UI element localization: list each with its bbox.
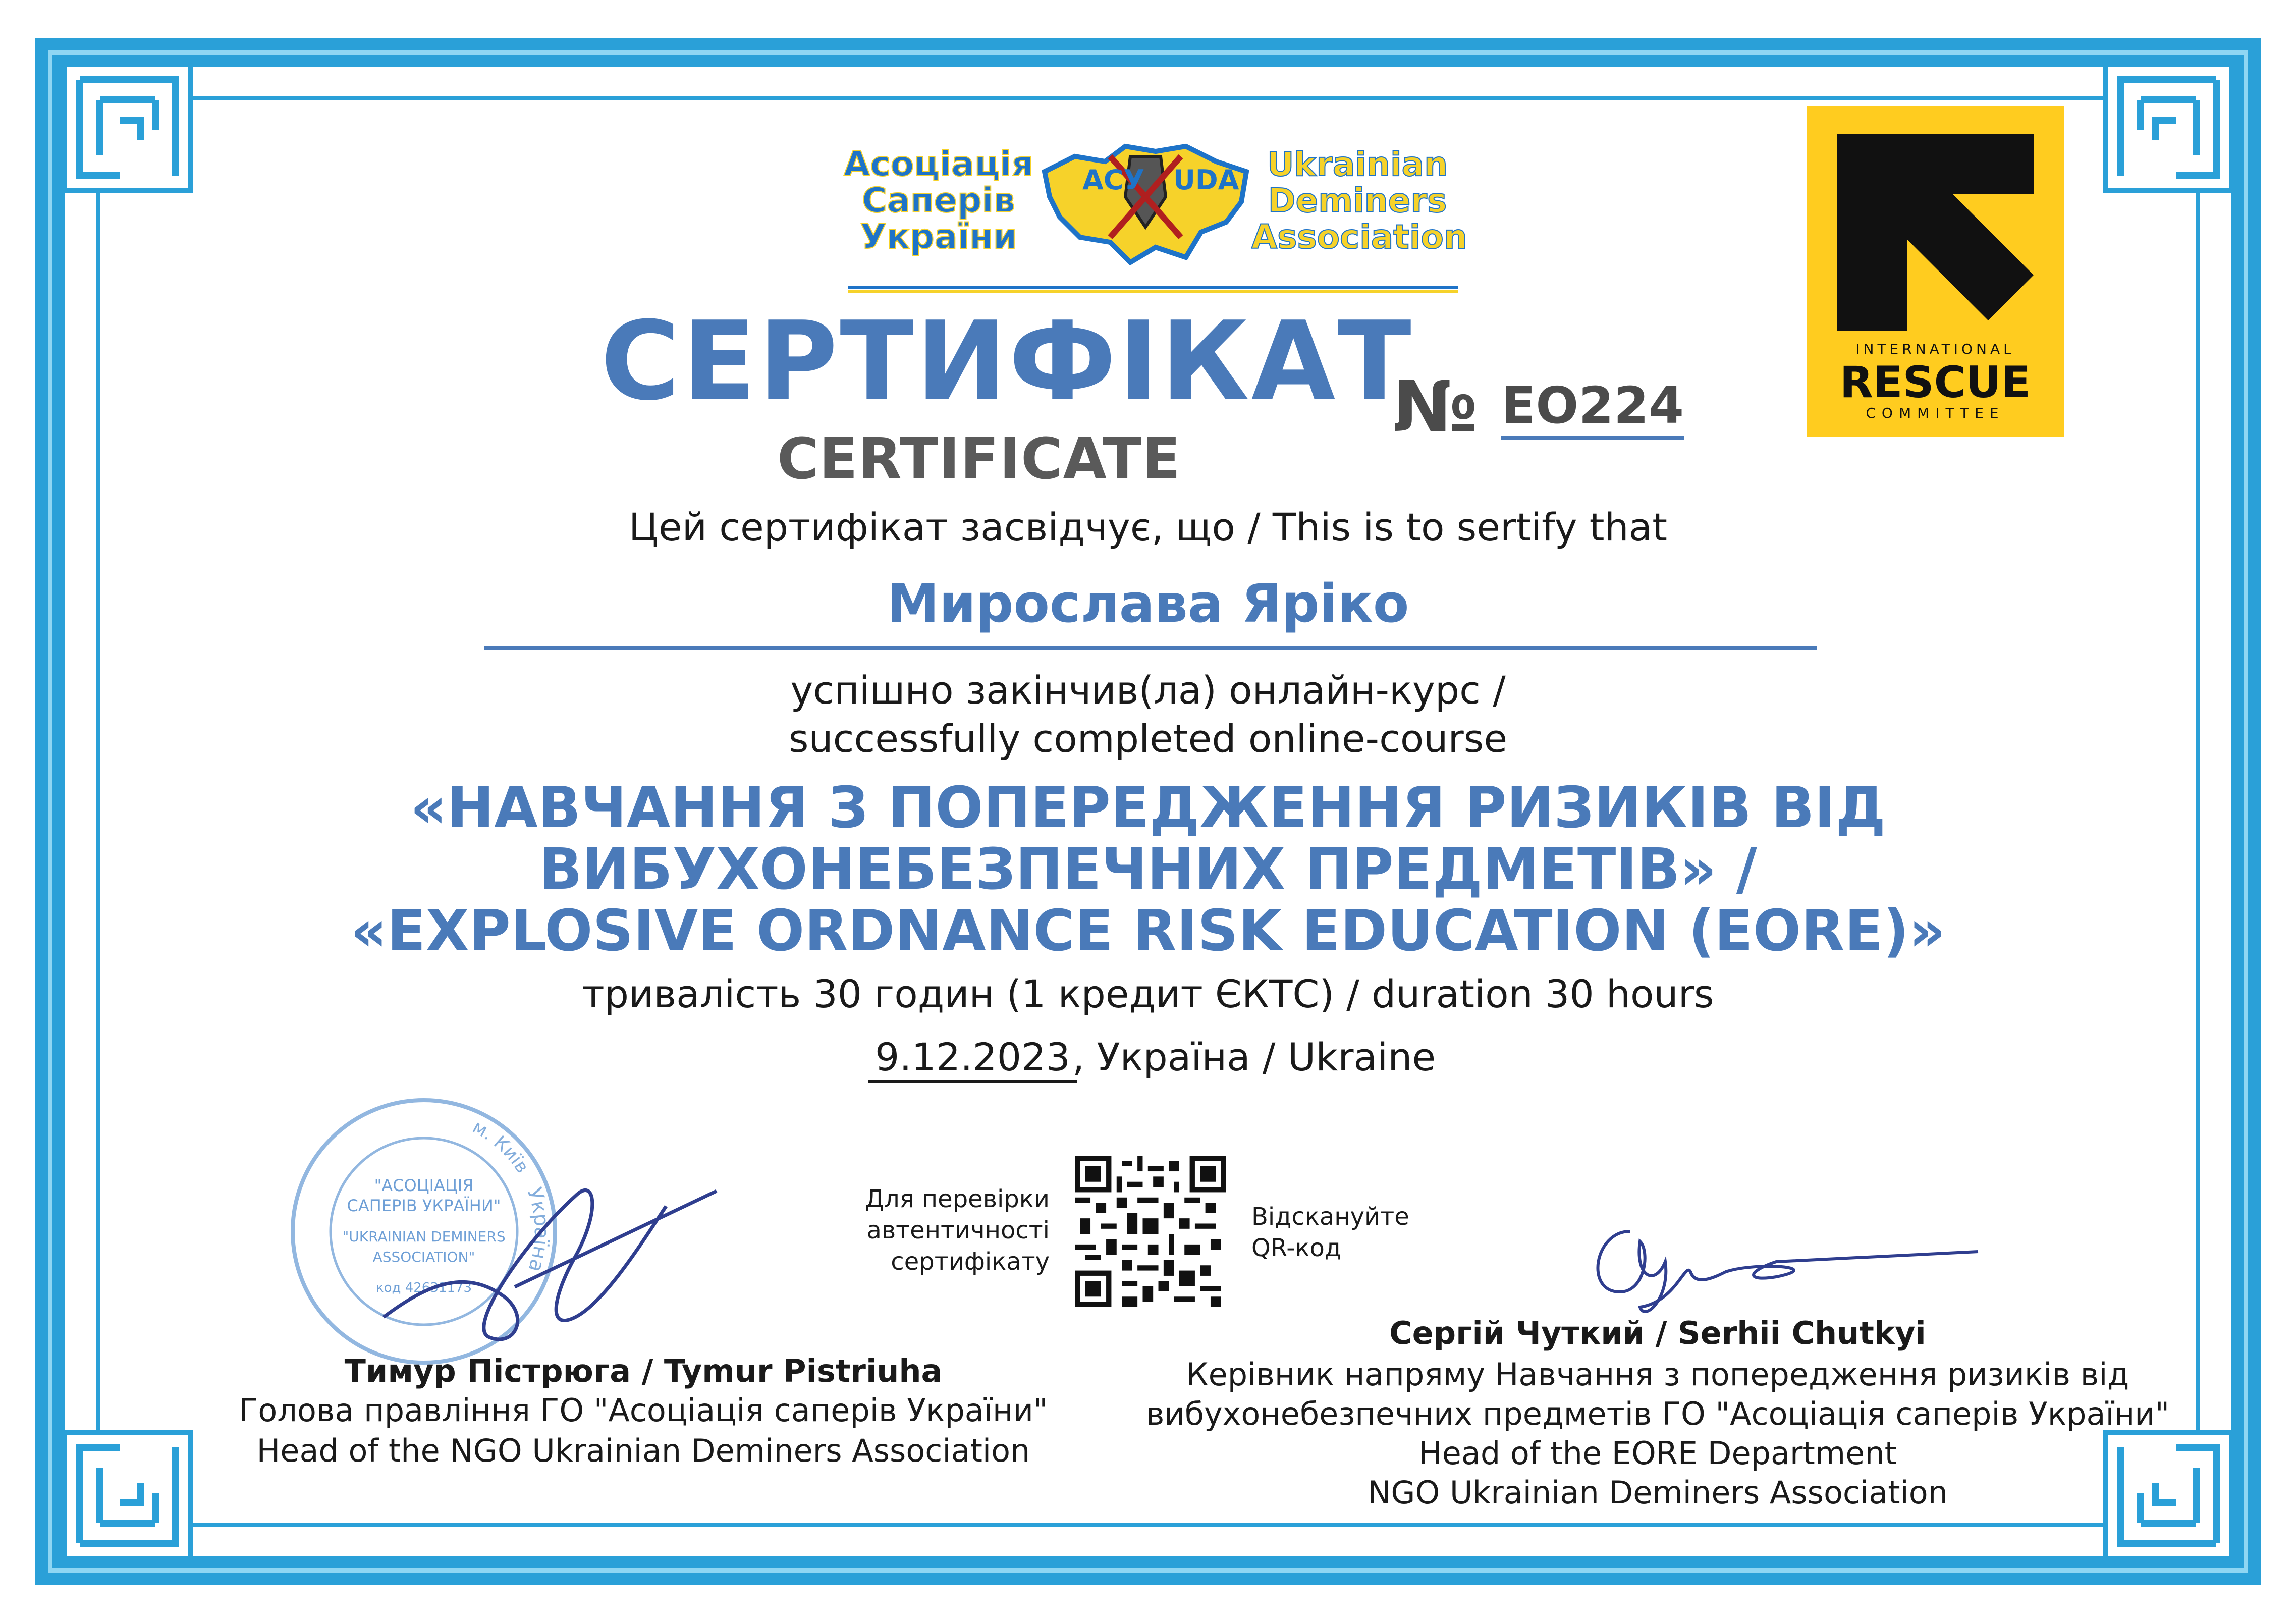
recipient-underline — [484, 646, 1817, 650]
logo-underline-blue — [848, 286, 1458, 289]
duration-text: тривалість 30 годин (1 кредит ЄКТС) / duration 30 hours — [582, 971, 1714, 1016]
certificate-title-en: CERTIFICATE — [777, 426, 1181, 492]
irc-line1: INTERNATIONAL — [1855, 341, 2015, 357]
signer-right-name: Сергій Чуткий / Serhii Chutkyi — [1389, 1315, 1926, 1351]
completed-uk: успішно закінчив(ла) онлайн-курс / — [790, 668, 1506, 713]
association-logo — [838, 126, 1467, 298]
svg-text:САПЕРІВ УКРАЇНИ": САПЕРІВ УКРАЇНИ" — [347, 1196, 501, 1215]
signer-left-name: Тимур Пістрюга / Tymur Pistriuha — [344, 1352, 943, 1389]
completed-text — [0, 666, 2296, 763]
irc-line2: RESCUE — [1839, 357, 2031, 408]
course-line-1: «НАВЧАННЯ З ПОПЕРЕДЖЕННЯ РИЗИКІВ ВІД — [410, 775, 1886, 841]
logo-text-english: Ukrainian Deminers Association — [1251, 145, 1467, 256]
verification-qr-code[interactable] — [1075, 1156, 1226, 1307]
issue-place: , Україна / Ukraine — [1072, 1035, 1436, 1079]
svg-text:м. Київ: м. Київ — [469, 1116, 533, 1177]
certificate-number: EO224 — [1501, 376, 1684, 440]
qr-caption-right: Відскануйте QR-код — [1251, 1203, 1409, 1262]
svg-text:ASSOCIATION": ASSOCIATION" — [372, 1249, 475, 1265]
signer-right-role: Керівник напряму Навчання з попередження ризиків від вибухонебезпечних предметів ГО "Асоціація саперів України" Head of the EORE Department NGO Ukrainian Deminers Association — [1145, 1356, 2170, 1511]
qr-caption-left: Для перевірки автентичності сертифікату — [865, 1185, 1050, 1276]
svg-text:АСУ: АСУ — [1082, 164, 1145, 196]
signature-left — [363, 1135, 747, 1373]
svg-text:"АСОЦІАЦІЯ: "АСОЦІАЦІЯ — [374, 1176, 474, 1195]
corner-ornament-top-left — [60, 60, 196, 196]
course-line-3: «EXPLOSIVE ORDNANCE RISK EDUCATION (EORE)» — [350, 898, 1946, 964]
corner-ornament-top-right — [2100, 60, 2236, 196]
course-title — [0, 777, 2296, 962]
svg-text:Україна: Україна — [522, 1184, 554, 1275]
completed-en: successfully completed online-course — [788, 716, 1508, 761]
svg-text:код 42631173: код 42631173 — [375, 1280, 472, 1295]
svg-text:"UKRAINIAN DEMINERS: "UKRAINIAN DEMINERS — [342, 1228, 506, 1245]
issue-date: 9.12.2023 — [868, 1035, 1077, 1083]
number-label: № — [1393, 366, 1478, 448]
recipient-name: Мирослава Яріко — [887, 573, 1409, 634]
logo-underline-yellow — [848, 290, 1458, 293]
intro-text: Цей сертифікат засвідчує, що / This is to sertify that — [628, 505, 1668, 550]
signer-left-role: Голова правління ГО "Асоціація саперів України" Head of the NGO Ukrainian Deminers Association — [239, 1392, 1048, 1469]
signature-right — [1564, 1201, 1998, 1332]
logo-text-ukrainian: Асоціація Саперів України — [843, 144, 1034, 257]
ukraine-map-emblem — [1034, 126, 1256, 278]
irc-line3: COMMITTEE — [1866, 405, 2005, 421]
irc-logo — [1807, 106, 2064, 437]
course-line-2: ВИБУХОНЕБЕЗПЕЧНИХ ПРЕДМЕТІВ» / — [539, 837, 1757, 902]
irc-arrow-icon — [1837, 134, 2034, 331]
certificate-title-uk: СЕРТИФІКАТ — [600, 298, 1413, 424]
svg-text:UDA: UDA — [1173, 164, 1239, 196]
